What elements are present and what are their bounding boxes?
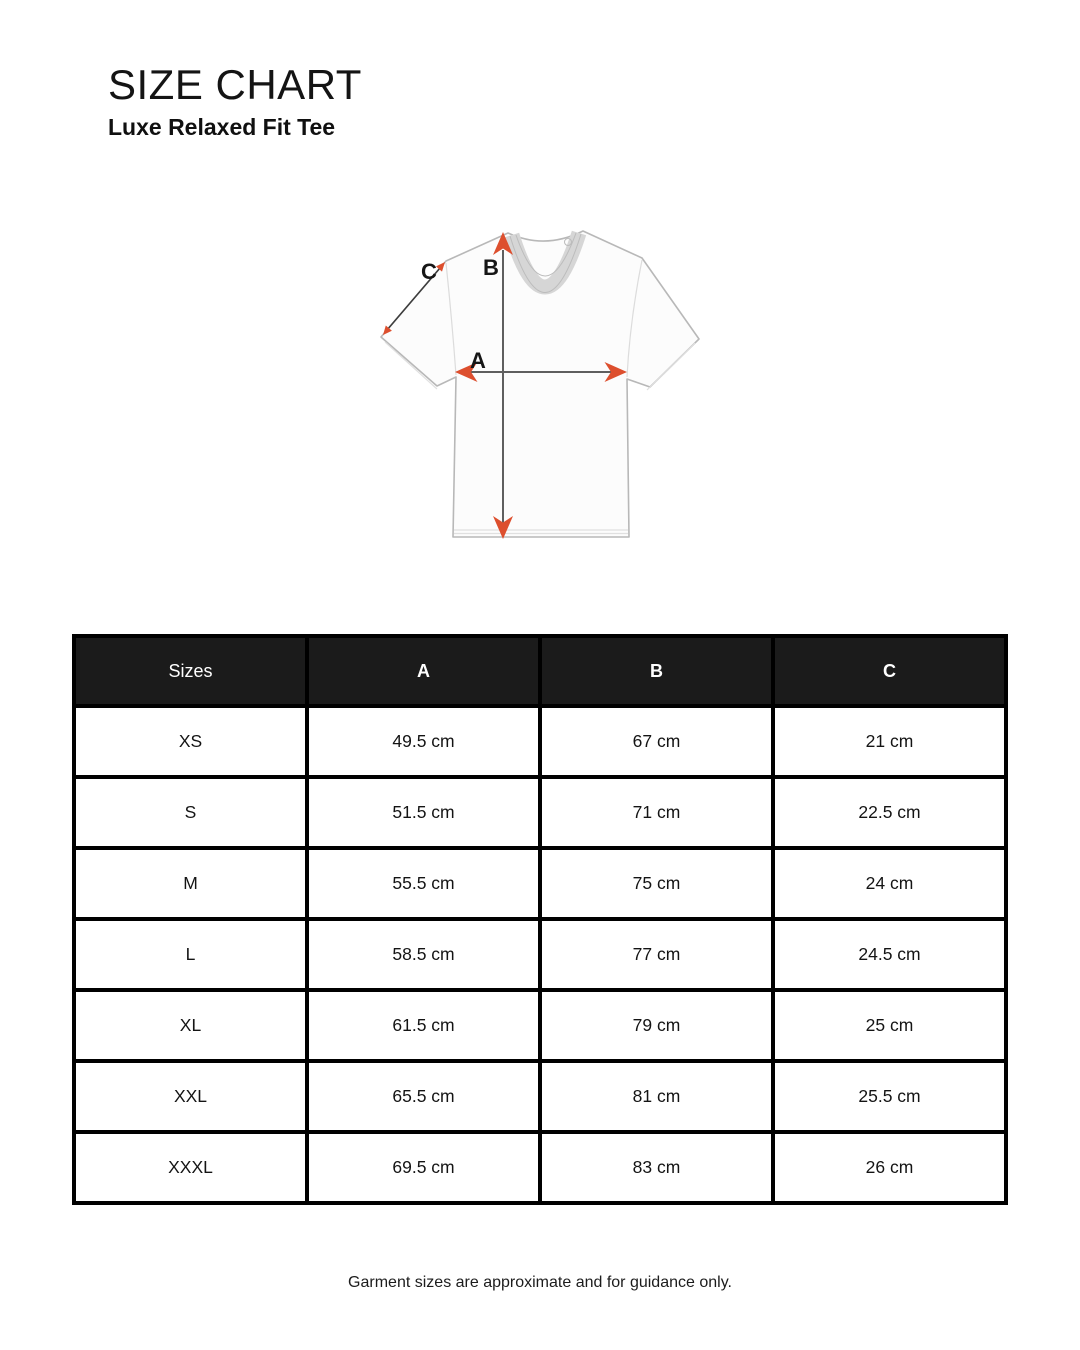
label-b: B <box>483 255 499 280</box>
product-name: Luxe Relaxed Fit Tee <box>108 114 336 141</box>
disclaimer-text: Garment sizes are approximate and for guidance only. <box>348 1274 732 1291</box>
measurement-cell: 49.5 cm <box>307 706 540 777</box>
tshirt-measurement-diagram <box>340 190 760 590</box>
measurement-cell: 25.5 cm <box>773 1061 1006 1132</box>
measurement-cell: 81 cm <box>540 1061 773 1132</box>
size-cell: XS <box>74 706 307 777</box>
measurement-cell: 69.5 cm <box>307 1132 540 1203</box>
table-row <box>74 777 1006 848</box>
measurement-cell: 58.5 cm <box>307 919 540 990</box>
measurement-cell: 75 cm <box>540 848 773 919</box>
column-header-sizes: Sizes <box>74 636 307 706</box>
column-header-b: B <box>540 636 773 706</box>
size-chart-table <box>72 634 1008 1205</box>
table-row <box>74 706 1006 777</box>
measurement-cell: 65.5 cm <box>307 1061 540 1132</box>
page-header <box>108 62 362 141</box>
table-row <box>74 1061 1006 1132</box>
table-row <box>74 990 1006 1061</box>
measurement-cell: 22.5 cm <box>773 777 1006 848</box>
measurement-cell: 83 cm <box>540 1132 773 1203</box>
measurement-cell: 67 cm <box>540 706 773 777</box>
table-header-row <box>74 636 1006 706</box>
measurement-cell: 71 cm <box>540 777 773 848</box>
label-c: C <box>421 259 437 284</box>
measurement-cell: 79 cm <box>540 990 773 1061</box>
table-row <box>74 848 1006 919</box>
column-header-c: C <box>773 636 1006 706</box>
page-title: SIZE CHART <box>108 61 362 108</box>
measurement-cell: 61.5 cm <box>307 990 540 1061</box>
label-a: A <box>470 348 486 373</box>
measurement-cell: 25 cm <box>773 990 1006 1061</box>
measurement-cell: 26 cm <box>773 1132 1006 1203</box>
measurement-cell: 51.5 cm <box>307 777 540 848</box>
size-cell: XXXL <box>74 1132 307 1203</box>
size-cell: S <box>74 777 307 848</box>
measurement-cell: 24 cm <box>773 848 1006 919</box>
table-row <box>74 919 1006 990</box>
size-table-wrap <box>72 634 1008 1205</box>
measurement-cell: 77 cm <box>540 919 773 990</box>
size-cell: XL <box>74 990 307 1061</box>
table-row <box>74 1132 1006 1203</box>
size-cell: XXL <box>74 1061 307 1132</box>
size-cell: L <box>74 919 307 990</box>
size-cell: M <box>74 848 307 919</box>
measurement-cell: 24.5 cm <box>773 919 1006 990</box>
column-header-a: A <box>307 636 540 706</box>
measurement-cell: 55.5 cm <box>307 848 540 919</box>
measurement-cell: 21 cm <box>773 706 1006 777</box>
